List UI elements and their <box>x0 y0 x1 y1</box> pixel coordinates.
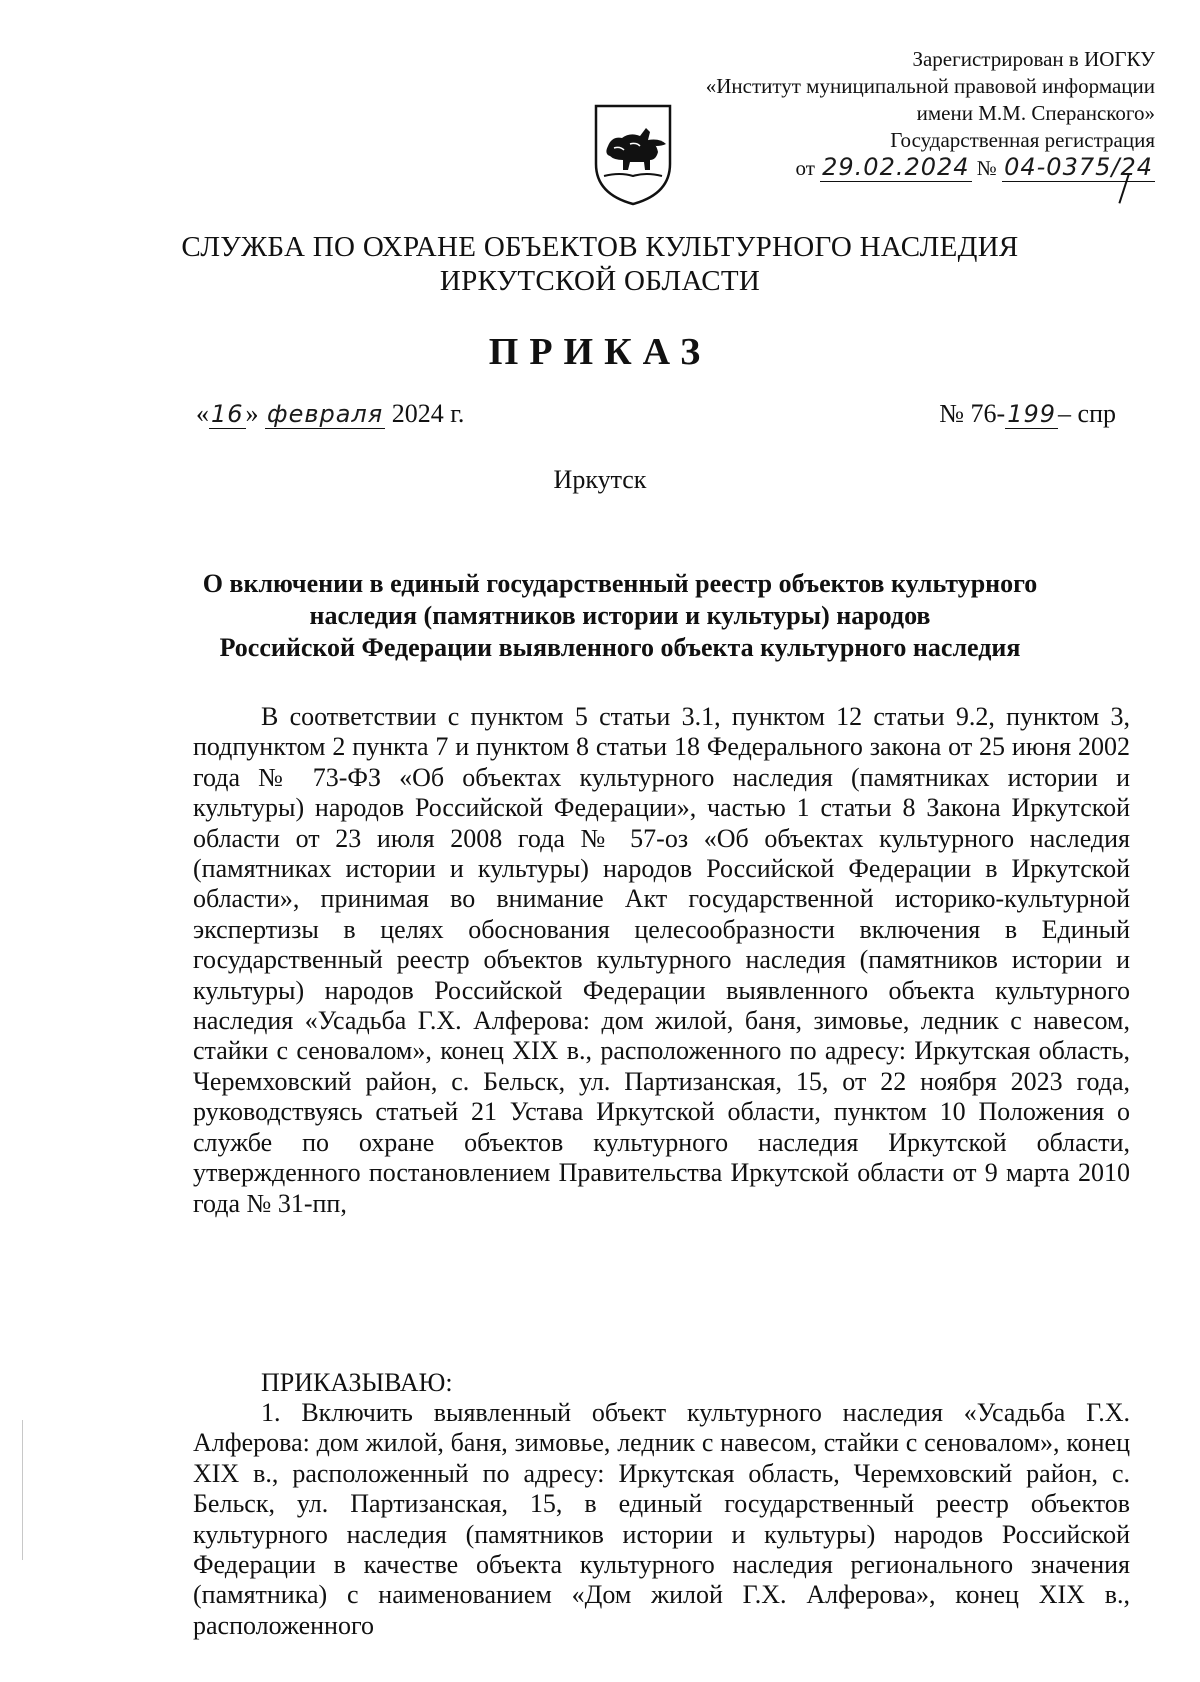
order-word-block <box>193 1368 1130 1398</box>
registration-number-handwritten: 04-0375/24 <box>1004 153 1153 181</box>
registration-line-1: Зарегистрирован в ИОГКУ <box>912 47 1155 71</box>
registration-date-line <box>635 154 1155 182</box>
date-day-handwritten: 16 <box>211 400 244 428</box>
document-heading <box>170 568 1070 664</box>
registration-line-3: имени М.М. Сперанского» <box>916 101 1155 125</box>
city: Иркутск <box>553 465 647 494</box>
clause-1-paragraph: 1. Включить выявленный объект культурного наследия «Усадьба Г.Х. Алферова: дом жилой, баня, зимовье, ледник с навесом, стайки с сеновалом», конец XIX в., расположенный по адресу: Иркутская область, Черемховский район, с. Бельск, ул. Партизанская, 15, в единый государственный реестр объектов культурного наследия (памятников истории и культуры) народов Российской Федерации в качестве объекта культурного наследия регионального значения (памятника) с наименованием «Дом жилой Г.Х. Алферова», конец XIX в., расположенного <box>193 1398 1130 1640</box>
date-month-handwritten: февраля <box>267 400 384 428</box>
preamble-paragraph: В соответствии с пунктом 5 статьи 3.1, пунктом 12 статьи 9.2, пунктом 3, подпунктом 2 пункта 7 и пунктом 8 статьи 18 Федерального закона от 25 июня 2002 года № 73-ФЗ «Об объектах культурного наследия (памятниках истории и культуры) народов Российской Федерации», частью 1 статьи 8 Закона Иркутской области от 23 июля 2008 года № 57-оз «Об объектах культурного наследия (памятниках истории и культуры) народов Российской Федерации в Иркутской области», принимая во внимание Акт государственной историко-культурной экспертизы в целях обоснования целесообразности включения в Единый государственный реестр объектов культурного наследия (памятников истории и культуры) народов Российской Федерации выявленного объекта культурного наследия «Усадьба Г.Х. Алферова: дом жилой, баня, зимовье, ледник с навесом, стайки с сеновалом», конец XIX в., расположенного по адресу: Иркутская область, Черемховский район, с. Бельск, ул. Партизанская, 15, от 22 ноября 2023 года, руководствуясь статьей 21 Устава Иркутской области, пунктом 10 Положения о службе по охране объектов культурного наследия Иркутской области, утвержденного постановлением Правительства Иркутской области от 9 марта 2010 года № 31-пп, <box>193 702 1130 1218</box>
body-paragraph-2 <box>193 1398 1130 1641</box>
organization-name <box>0 230 1200 298</box>
irkutsk-coat-of-arms-icon <box>590 102 676 208</box>
order-number-handwritten: 199 <box>1007 400 1057 428</box>
registration-date-prefix: от <box>795 156 815 180</box>
date-open-quote: « <box>196 399 209 428</box>
order-title: ПРИКАЗ <box>488 331 712 373</box>
heading-line-3: Российской Федерации выявленного объекта культурного наследия <box>219 633 1021 662</box>
order-number-suffix: – спр <box>1058 399 1116 428</box>
organization-line-2: ИРКУТСКОЙ ОБЛАСТИ <box>439 265 761 297</box>
registration-line-4: Государственная регистрация <box>890 128 1155 152</box>
registration-number-prefix: № <box>976 156 997 180</box>
order-date <box>196 399 464 429</box>
registration-stamp <box>635 46 1155 182</box>
date-close-quote: » <box>245 399 259 428</box>
registration-date-handwritten: 29.02.2024 <box>822 153 970 181</box>
order-word: ПРИКАЗЫВАЮ: <box>261 1368 453 1397</box>
scan-margin-line <box>22 1420 23 1560</box>
body-paragraph-1 <box>193 702 1130 1219</box>
date-year: 2024 г. <box>391 399 465 428</box>
heading-line-1: О включении в единый государственный реестр объектов культурного <box>202 569 1038 598</box>
heading-line-2: наследия (памятников истории и культуры) народов <box>309 601 931 630</box>
registration-line-2: «Институт муниципальной правовой информации <box>705 74 1155 98</box>
organization-line-1: СЛУЖБА ПО ОХРАНЕ ОБЪЕКТОВ КУЛЬТУРНОГО НАСЛЕДИЯ <box>181 231 1019 263</box>
order-number <box>939 399 1116 429</box>
order-number-prefix: № 76- <box>939 399 1006 428</box>
